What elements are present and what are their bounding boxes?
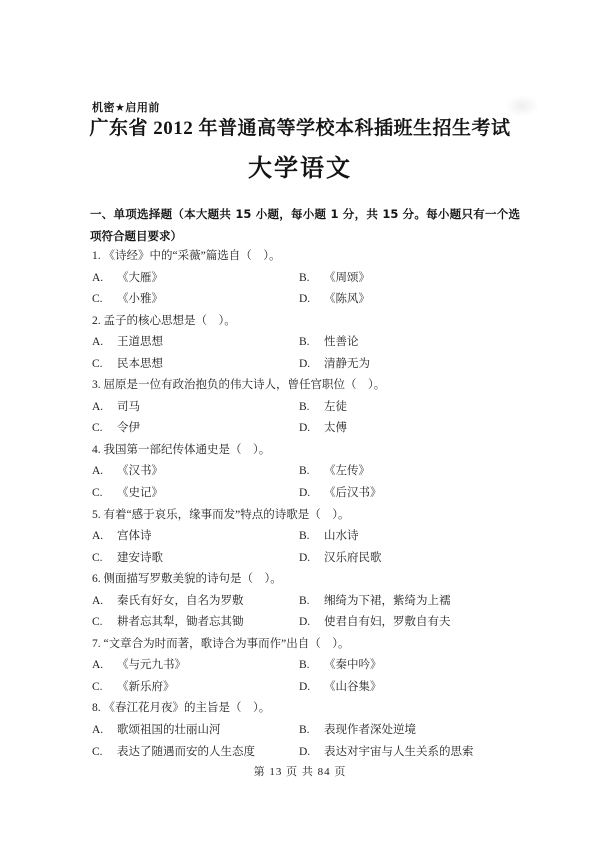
option-text: 《大雁》: [117, 271, 163, 284]
question-block: [92, 698, 516, 763]
option-item: [299, 397, 516, 419]
question-options: [92, 526, 516, 569]
subject-title: 大学语文: [248, 154, 352, 182]
option-item: [299, 742, 516, 764]
option-item: [299, 526, 516, 548]
option-label: C.: [92, 616, 103, 629]
question-block: [92, 569, 516, 634]
option-item: [92, 655, 299, 677]
question-block: [92, 311, 516, 376]
option-item: [92, 268, 299, 290]
option-item: [92, 483, 299, 505]
option-text: 司马: [117, 400, 140, 413]
option-text: 民本思想: [117, 357, 163, 370]
option-text: 太傅: [324, 422, 347, 435]
option-text: 《小雅》: [117, 293, 163, 306]
question-options: [92, 268, 516, 311]
question-block: [92, 375, 516, 440]
option-label: B.: [299, 400, 310, 413]
option-item: [299, 354, 516, 376]
question-options: [92, 720, 516, 763]
option-item: [92, 289, 299, 311]
option-label: D.: [299, 551, 311, 564]
option-item: [92, 418, 299, 440]
option-text: 《新乐府》: [117, 680, 175, 693]
option-item: [299, 655, 516, 677]
option-label: B.: [299, 724, 310, 737]
option-label: D.: [299, 293, 311, 306]
option-item: [92, 591, 299, 613]
option-text: 《陈风》: [324, 293, 370, 306]
option-text: 《秦中吟》: [324, 659, 382, 672]
option-label: C.: [92, 357, 103, 370]
option-label: A.: [92, 530, 104, 543]
option-label: B.: [299, 594, 310, 607]
option-item: [299, 483, 516, 505]
option-text: 宫体诗: [117, 530, 152, 543]
option-text: 《与元九书》: [117, 659, 186, 672]
question-stem: 6. 侧面描写罗敷美貌的诗句是（ ）。: [92, 573, 282, 586]
option-text: 使君自有妇，罗敷自有夫: [324, 616, 451, 629]
option-label: B.: [299, 336, 310, 349]
option-text: 《汉书》: [117, 465, 163, 478]
option-label: C.: [92, 680, 103, 693]
option-text: 歌颂祖国的壮丽山河: [117, 724, 221, 737]
option-text: 表现作者深处逆境: [324, 724, 416, 737]
option-text: 《后汉书》: [324, 487, 382, 500]
option-label: D.: [299, 422, 311, 435]
option-label: B.: [299, 465, 310, 478]
option-label: B.: [299, 271, 310, 284]
option-label: C.: [92, 487, 103, 500]
option-label: D.: [299, 487, 311, 500]
option-item: [299, 612, 516, 634]
question-stem: 2. 孟子的核心思想是（ ）。: [92, 314, 236, 327]
questions-list: [92, 246, 516, 763]
option-text: 表达了随遇而安的人生态度: [117, 745, 255, 758]
option-text: 汉乐府民歌: [324, 551, 382, 564]
question-options: [92, 655, 516, 698]
option-label: C.: [92, 293, 103, 306]
question-block: [92, 246, 516, 311]
option-item: [299, 289, 516, 311]
option-item: [299, 461, 516, 483]
question-block: [92, 634, 516, 699]
option-label: D.: [299, 357, 311, 370]
option-label: D.: [299, 680, 311, 693]
option-label: C.: [92, 745, 103, 758]
option-label: A.: [92, 724, 104, 737]
option-item: [299, 720, 516, 742]
question-options: [92, 332, 516, 375]
question-options: [92, 461, 516, 504]
option-text: 《左传》: [324, 465, 370, 478]
option-item: [92, 332, 299, 354]
question-stem: 1. 《诗经》中的“采薇”篇选自（ ）。: [92, 250, 281, 262]
option-label: A.: [92, 594, 104, 607]
option-text: 《山谷集》: [324, 680, 382, 693]
question-options: [92, 397, 516, 440]
question-stem: 3. 屈原是一位有政治抱负的伟大诗人，曾任官职位（ ）。: [92, 379, 386, 392]
option-item: [92, 742, 299, 764]
option-item: [299, 268, 516, 290]
option-item: [299, 677, 516, 699]
option-label: A.: [92, 659, 104, 672]
section-heading: 一、单项选择题（本大题共 15 小题，每小题 1 分，共 15 分。每小题只有一个选项符合题目要求）: [90, 207, 520, 243]
page-number: 第 13 页 共 84 页: [253, 766, 347, 778]
option-label: D.: [299, 616, 311, 629]
option-text: 令伊: [117, 422, 140, 435]
option-text: 《史记》: [117, 487, 163, 500]
option-item: [92, 397, 299, 419]
option-item: [92, 354, 299, 376]
option-text: 缃绮为下裙，紫绮为上襦: [324, 594, 451, 607]
option-item: [92, 461, 299, 483]
option-label: A.: [92, 400, 104, 413]
option-label: A.: [92, 465, 104, 478]
option-label: B.: [299, 659, 310, 672]
question-stem: 7. “文章合为时而著，歌诗合为事而作”出自（ ）。: [92, 637, 350, 650]
question-stem: 8. 《春江花月夜》的主旨是（ ）。: [92, 702, 271, 715]
exam-title: 广东省 2012 年普通高等学校本科插班生招生考试: [89, 118, 511, 139]
option-item: [299, 332, 516, 354]
option-text: 性善论: [324, 336, 359, 349]
option-text: 清静无为: [324, 357, 370, 370]
option-text: 建安诗歌: [117, 551, 163, 564]
option-item: [92, 526, 299, 548]
question-block: [92, 505, 516, 570]
option-text: 王道思想: [117, 336, 163, 349]
option-text: 表达对宇宙与人生关系的思索: [324, 745, 474, 758]
option-text: 《周颂》: [324, 271, 370, 284]
option-item: [92, 720, 299, 742]
option-item: [92, 548, 299, 570]
question-options: [92, 591, 516, 634]
classification-label: 机密★启用前: [92, 101, 160, 114]
question-stem: 4. 我国第一部纪传体通史是（ ）。: [92, 443, 271, 456]
option-text: 秦氏有好女，自名为罗敷: [117, 594, 244, 607]
option-label: C.: [92, 422, 103, 435]
question-stem: 5. 有着“感于哀乐，缘事而发”特点的诗歌是（ ）。: [92, 508, 350, 521]
option-item: [92, 677, 299, 699]
option-item: [299, 418, 516, 440]
option-text: 耕者忘其犁，锄者忘其锄: [117, 616, 244, 629]
option-item: [299, 591, 516, 613]
option-item: [92, 612, 299, 634]
option-label: C.: [92, 551, 103, 564]
page-footer: [0, 763, 600, 779]
option-label: A.: [92, 271, 104, 284]
option-label: D.: [299, 745, 311, 758]
option-label: A.: [92, 336, 104, 349]
option-text: 山水诗: [324, 530, 359, 543]
question-block: [92, 440, 516, 505]
option-label: B.: [299, 530, 310, 543]
option-item: [299, 548, 516, 570]
option-text: 左徒: [324, 400, 347, 413]
